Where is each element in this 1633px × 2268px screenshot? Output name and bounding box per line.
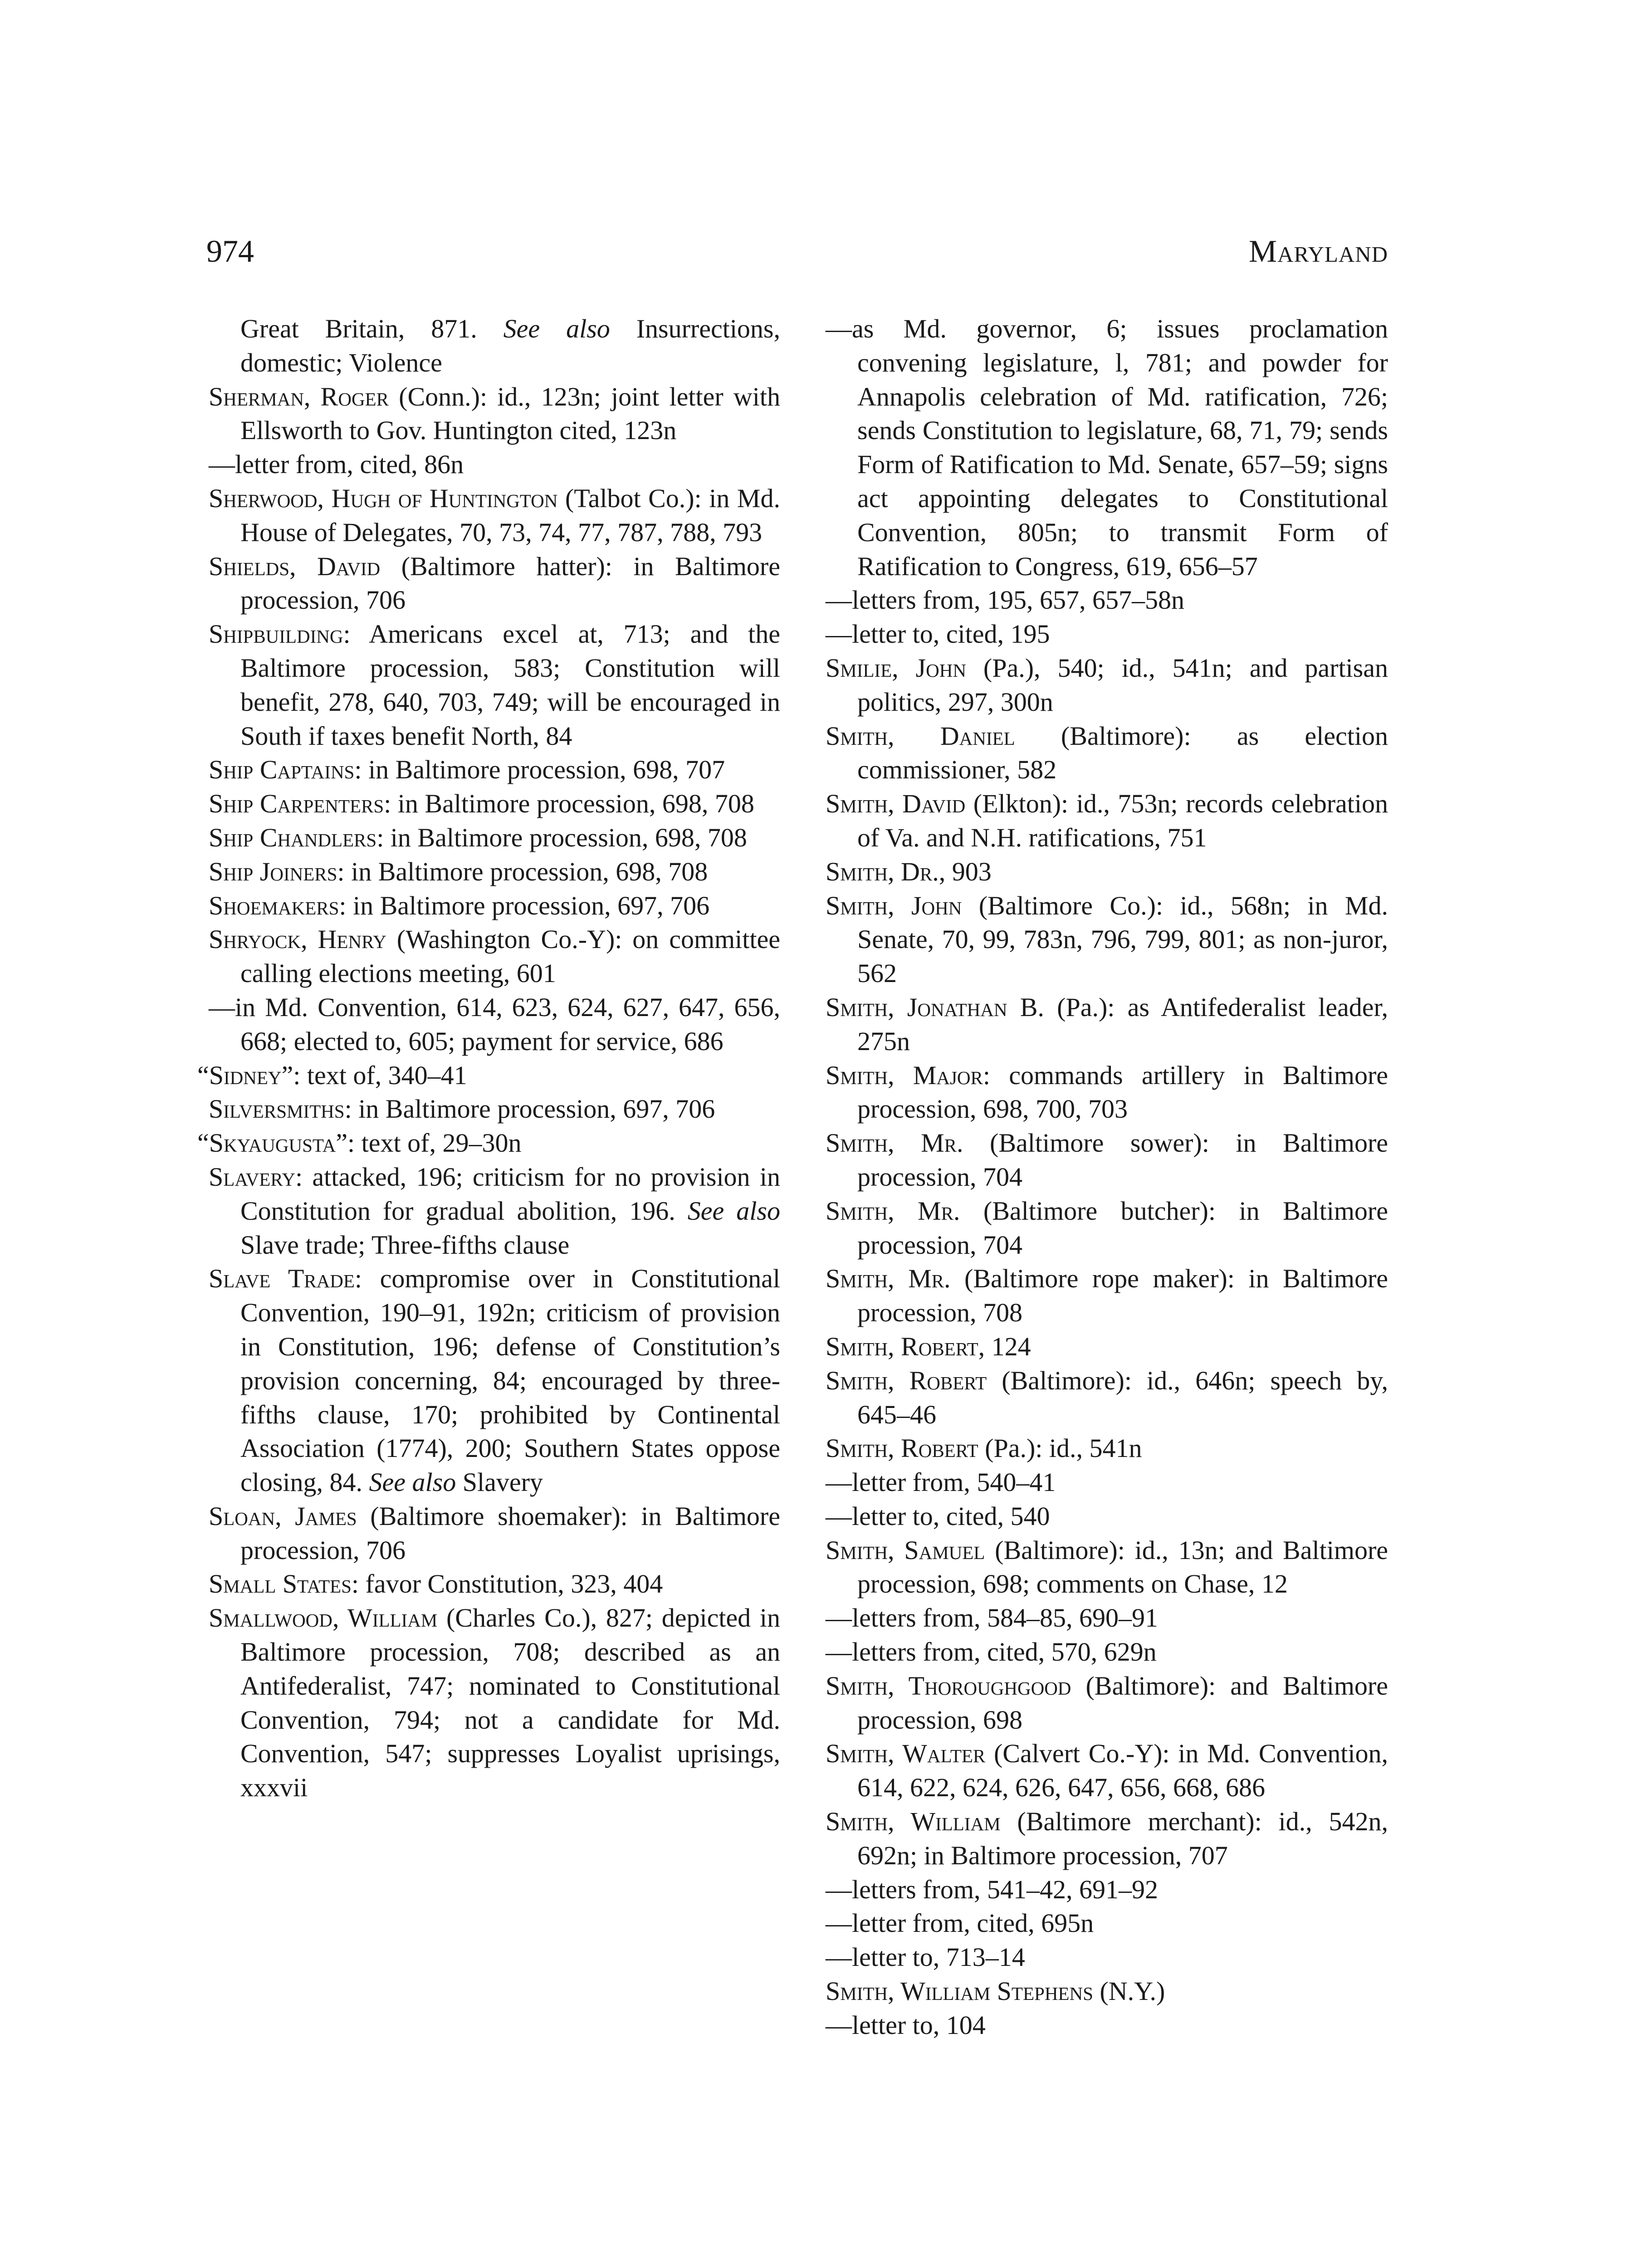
index-entry: Ship Captains: in Baltimore procession, 698, 707 — [209, 755, 725, 785]
index-entry: —letter from, cited, 695n — [826, 1908, 1094, 1938]
index-entry: Smith, Mr. (Baltimore rope maker): in Baltimore procession, 708 — [826, 1264, 1389, 1328]
left-column — [197, 312, 781, 1805]
index-entry: —in Md. Convention, 614, 623, 624, 627, 647, 656, 668; elected to, 605; payment for service, 686 — [209, 992, 780, 1056]
page-number: 974 — [206, 234, 254, 269]
index-entry: Silversmiths: in Baltimore procession, 697, 706 — [209, 1094, 715, 1124]
index-entry: Smith, John (Baltimore Co.): id., 568n; in Md. Senate, 70, 99, 783n, 796, 799, 801; as non-juror, 562 — [826, 890, 1388, 988]
index-entry: Smith, Jonathan B. (Pa.): as Antifederalist leader, 275n — [826, 992, 1388, 1056]
index-entry: Shipbuilding: Americans excel at, 713; and the Baltimore procession, 583; Constitution will benefit, 278, 640, 703, 749; will be encouraged in South if taxes benefit North, 84 — [209, 619, 780, 751]
index-entry: Smith, Thoroughgood (Baltimore): and Baltimore procession, 698 — [826, 1671, 1388, 1735]
index-entry: Ship Joiners: in Baltimore procession, 698, 708 — [209, 856, 708, 886]
index-entry: Smith, Daniel (Baltimore): as election commissioner, 582 — [826, 721, 1388, 785]
index-entry: —letter from, 540–41 — [826, 1467, 1056, 1497]
index-entry: “Skyaugusta”: text of, 29–30n — [197, 1128, 522, 1158]
index-entry: Smith, William (Baltimore merchant): id., 542n, 692n; in Baltimore procession, 707 — [826, 1807, 1388, 1870]
index-entry: Smith, Dr., 903 — [826, 856, 992, 886]
index-entry: Smith, David (Elkton): id., 753n; records celebration of Va. and N.H. ratifications, 751 — [826, 789, 1388, 852]
index-entry: “Sidney”: text of, 340–41 — [197, 1060, 467, 1090]
index-entry: Smith, Mr. (Baltimore sower): in Baltimore procession, 704 — [826, 1128, 1388, 1192]
page-header — [206, 229, 1388, 274]
index-entry: —letter to, cited, 540 — [826, 1501, 1050, 1531]
index-entry: Shoemakers: in Baltimore procession, 697, 706 — [209, 890, 710, 920]
index-entry: Sloan, James (Baltimore shoemaker): in Baltimore procession, 706 — [209, 1501, 780, 1565]
index-entry: Slave Trade: compromise over in Constitutional Convention, 190–91, 192n; criticism of provision in Constitution, 196; defense of Constitution’s provision concerning, 84; encouraged by three-fifths clause, 170; prohibited by Continental Association (1774), 200; Southern States oppose closing, 84. See also Slavery — [209, 1264, 780, 1497]
index-entry: Ship Chandlers: in Baltimore procession, 698, 708 — [209, 822, 747, 852]
index-entry: Smith, Samuel (Baltimore): id., 13n; and Baltimore procession, 698; comments on Chase, 12 — [826, 1535, 1388, 1599]
index-entry: Smith, Robert, 124 — [826, 1331, 1031, 1361]
index-entry: —as Md. governor, 6; issues proclamation convening legislature, l, 781; and powder for Annapolis celebration of Md. ratification, 726; sends Constitution to legislature, 68, 71, 79; sends Form of Ratification to Md. Senate, 657–59; signs act appointing delegates to Constitutional Convention, 805n; to transmit Form of Ratification to Congress, 619, 656–57 — [826, 314, 1388, 581]
running-title: Maryland — [1248, 234, 1388, 269]
index-entry: Small States: favor Constitution, 323, 404 — [209, 1569, 663, 1599]
index-entry: Smith, Mr. (Baltimore butcher): in Baltimore procession, 704 — [826, 1196, 1388, 1260]
index-entry: Sherman, Roger (Conn.): id., 123n; joint letter with Ellsworth to Gov. Huntington cited, 123n — [209, 381, 780, 445]
index-entry: Smith, Robert (Pa.): id., 541n — [826, 1433, 1142, 1463]
index-entry: —letters from, cited, 570, 629n — [826, 1637, 1157, 1667]
index-entry: Smilie, John (Pa.), 540; id., 541n; and partisan politics, 297, 300n — [826, 653, 1388, 717]
index-entry: —letter to, 713–14 — [826, 1942, 1025, 1972]
index-entry: Great Britain, 871. See also Insurrections, domestic; Violence — [240, 314, 781, 377]
index-entry: Smith, Robert (Baltimore): id., 646n; speech by, 645–46 — [826, 1365, 1388, 1429]
index-entry: Smith, William Stephens (N.Y.) — [826, 1976, 1165, 2006]
right-column — [826, 312, 1388, 2043]
index-entry: Shryock, Henry (Washington Co.-Y): on committee calling elections meeting, 601 — [209, 924, 781, 988]
index-entry: —letters from, 584–85, 690–91 — [826, 1603, 1158, 1633]
index-entry: —letters from, 195, 657, 657–58n — [826, 585, 1184, 615]
index-entry: —letters from, 541–42, 691–92 — [826, 1874, 1158, 1904]
index-entry: Ship Carpenters: in Baltimore procession, 698, 708 — [209, 789, 754, 819]
index-entry: Shields, David (Baltimore hatter): in Baltimore procession, 706 — [209, 551, 780, 615]
index-entry: —letter to, 104 — [826, 2010, 986, 2040]
index-entry: Sherwood, Hugh of Huntington (Talbot Co.): in Md. House of Delegates, 70, 73, 74, 77, 787, 788, 793 — [209, 483, 781, 547]
index-entry: —letter to, cited, 195 — [826, 619, 1050, 649]
index-entry: —letter from, cited, 86n — [209, 450, 464, 479]
index-entry: Smith, Walter (Calvert Co.-Y): in Md. Convention, 614, 622, 624, 626, 647, 656, 668, 686 — [826, 1739, 1389, 1803]
index-entry: Smith, Major: commands artillery in Baltimore procession, 698, 700, 703 — [826, 1060, 1388, 1124]
index-entry: Smallwood, William (Charles Co.), 827; depicted in Baltimore procession, 708; described as an Antifederalist, 747; nominated to Constitutional Convention, 794; not a candidate for Md. Convention, 547; suppresses Loyalist uprisings, xxxvii — [209, 1603, 780, 1803]
index-entry: Slavery: attacked, 196; criticism for no provision in Constitution for gradual abolition, 196. See also Slave trade; Three-fifths clause — [209, 1162, 780, 1260]
